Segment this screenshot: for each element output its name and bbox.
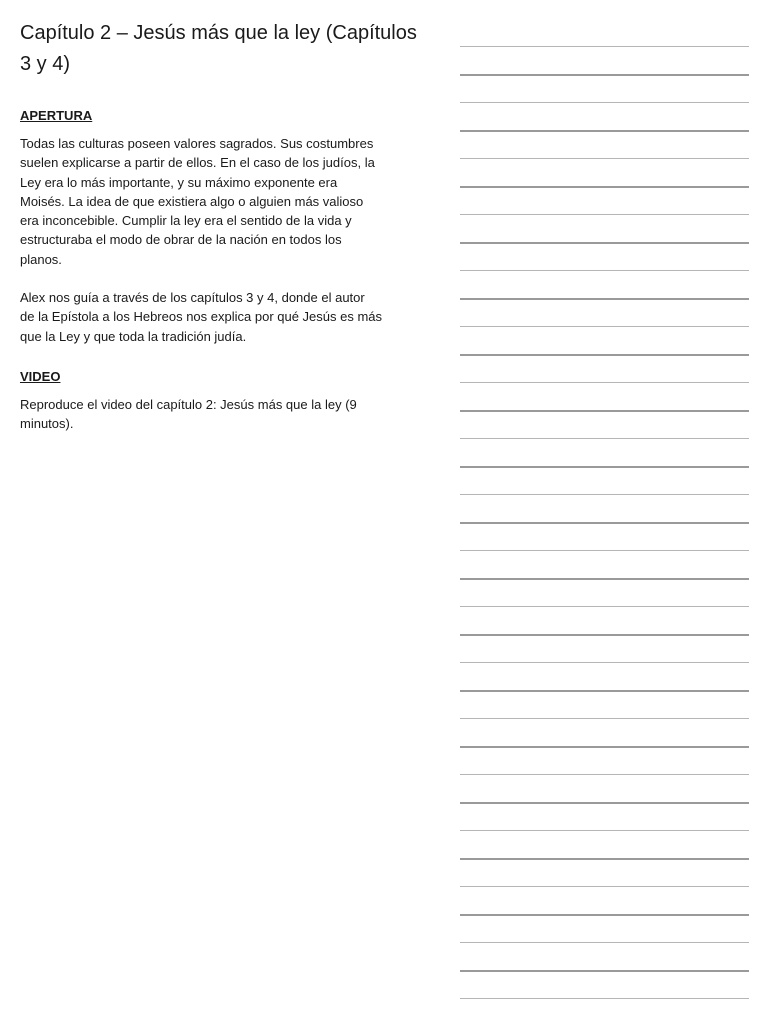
note-line — [460, 858, 749, 860]
note-line — [460, 662, 749, 663]
note-line — [460, 214, 749, 215]
note-line — [460, 830, 749, 831]
note-line — [460, 466, 749, 468]
note-line — [460, 606, 749, 607]
section-apertura — [20, 108, 425, 346]
note-line — [460, 578, 749, 580]
note-line — [460, 186, 749, 188]
note-line — [460, 550, 749, 551]
apertura-paragraph-1: Todas las culturas poseen valores sagrados. Sus costumbres suelen explicarse a partir de ellos. En el caso de los judíos, la Ley era lo más importante, y su máximo exponente era Moisés. La idea de que existiera algo o alguien más valioso era inconcebible. Cumplir la ley era el sentido de la vida y estructuraba el modo de obrar de la nación en todos los planos. — [20, 136, 375, 267]
note-line — [460, 886, 749, 887]
note-line — [460, 970, 749, 972]
note-line — [460, 382, 749, 383]
note-line — [460, 746, 749, 748]
note-line — [460, 942, 749, 943]
note-line — [460, 158, 749, 159]
note-line — [460, 46, 749, 47]
apertura-paragraph-2: Alex nos guía a través de los capítulos 3 y 4, donde el autor de la Epístola a los Hebreos nos explica por qué Jesús es más que la Ley y que toda la tradición judía. — [20, 290, 383, 344]
section-heading-apertura: APERTURA — [20, 108, 93, 123]
note-line — [460, 998, 749, 999]
note-line — [460, 690, 749, 692]
note-line — [460, 130, 749, 132]
note-line — [460, 354, 749, 356]
video-paragraph-1: Reproduce el video del capítulo 2: Jesús más que la ley (9 minutos). — [20, 396, 357, 432]
note-line — [460, 74, 749, 76]
note-line — [460, 802, 749, 804]
note-line — [460, 914, 749, 916]
note-line — [460, 634, 749, 636]
note-line — [460, 494, 749, 495]
note-line — [460, 774, 749, 775]
note-line — [460, 102, 749, 103]
note-line — [460, 438, 749, 439]
note-line — [460, 326, 749, 327]
section-heading-video: VIDEO — [20, 368, 61, 384]
note-line — [460, 298, 749, 300]
note-line — [460, 522, 749, 524]
document-body — [20, 18, 425, 453]
page-title: Capítulo 2 – Jesús más que la ley (Capítulos 3 y 4) — [20, 22, 417, 75]
note-line — [460, 410, 749, 412]
note-line — [460, 242, 749, 244]
note-line — [460, 718, 749, 719]
note-line — [460, 270, 749, 271]
notes-lines-area — [460, 46, 749, 1006]
section-video — [20, 369, 425, 434]
